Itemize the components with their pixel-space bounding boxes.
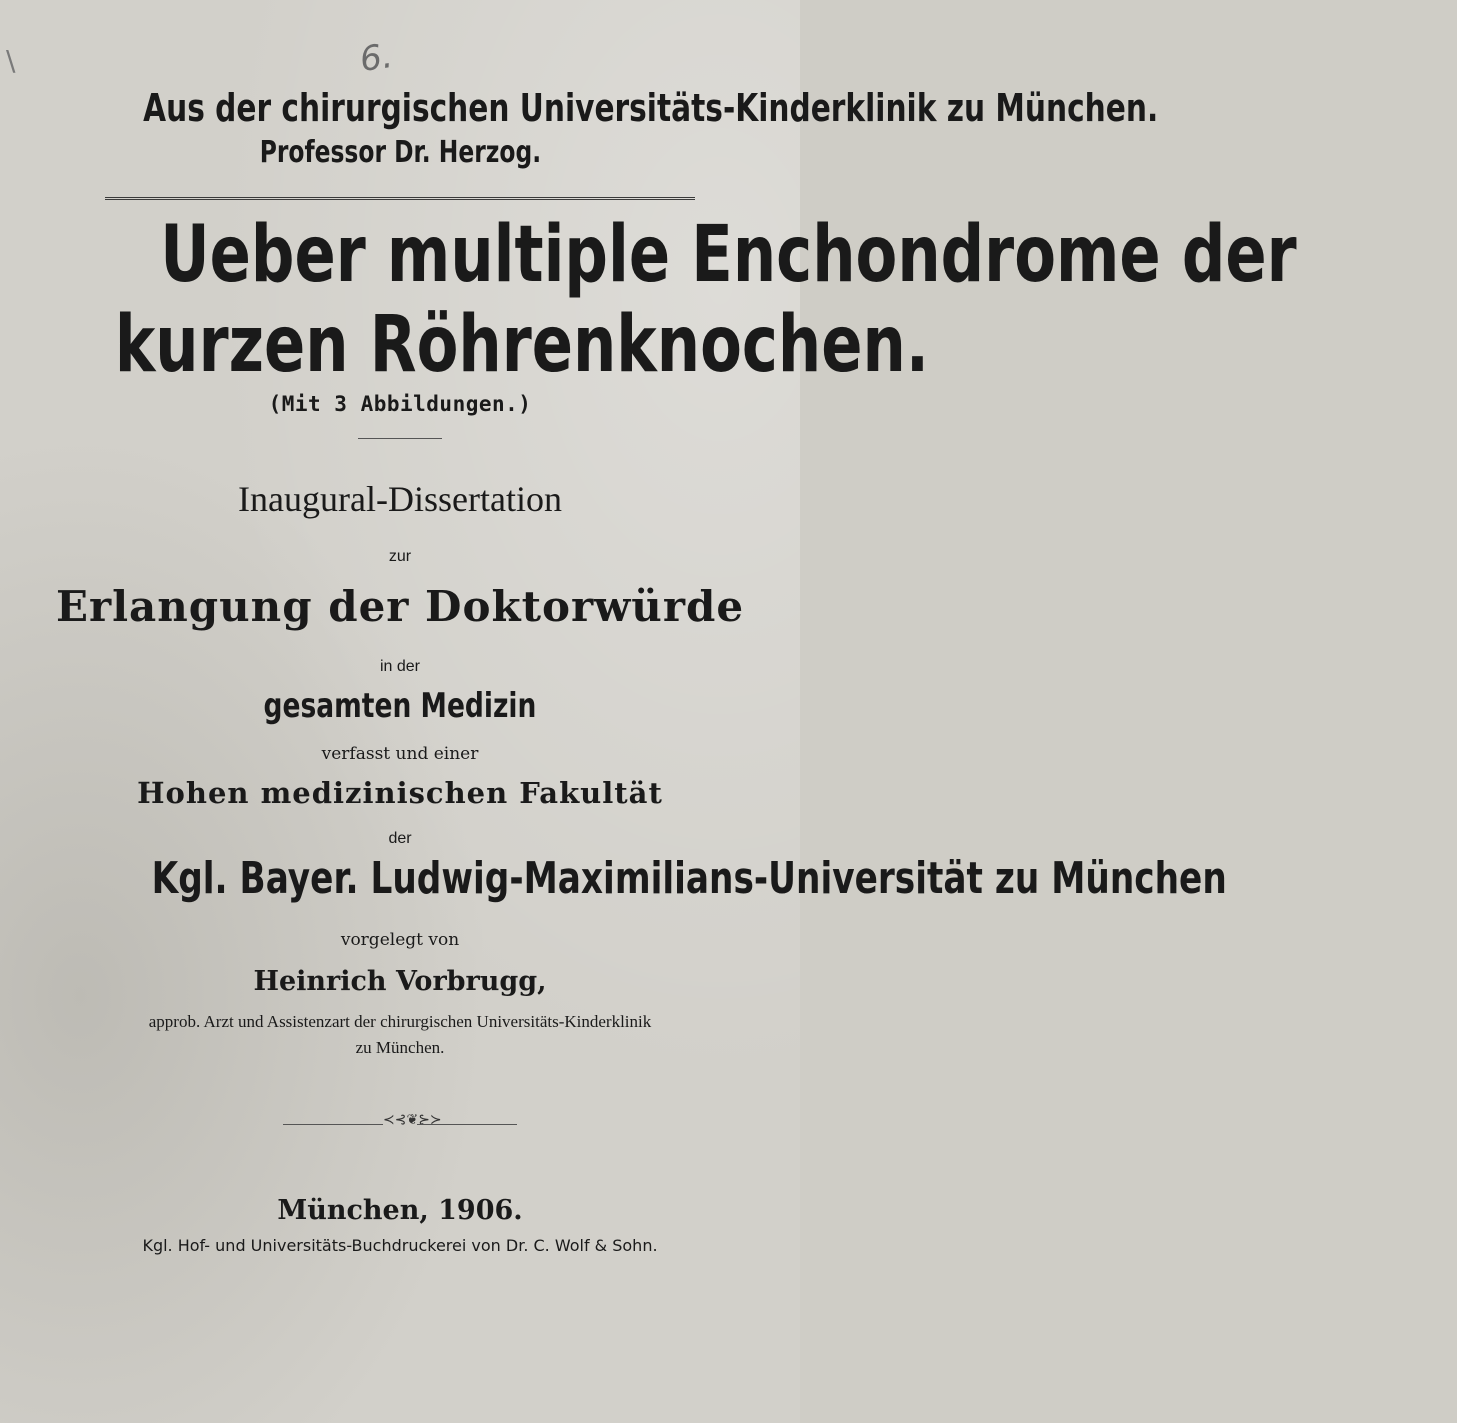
short-divider [358, 438, 442, 439]
ornament-glyph: ≺⊰❦⊱≻ [383, 1112, 442, 1128]
zur-text: zur [388, 548, 412, 565]
doctorate-line: Erlangung der Doktorwürde [55, 582, 745, 631]
clinic-heading [0, 86, 1159, 130]
corner-pencil-mark: \ [6, 44, 16, 77]
faculty-name: Hohen medizinischen Fakultät [137, 776, 663, 810]
main-title-line-2 [0, 300, 929, 390]
professor-heading-text: Professor Dr. Herzog. [259, 135, 541, 170]
header-double-rule [105, 197, 695, 200]
main-title-line-2-text: kurzen Röhrenknochen. [114, 300, 929, 390]
in-der-text: in der [379, 658, 421, 675]
der-text: der [388, 830, 412, 847]
university-name [0, 853, 1227, 904]
illustrations-note: (Mit 3 Abbildungen.) [268, 392, 532, 416]
main-title-line-1-text: Ueber multiple Enchondrome der [160, 210, 1297, 300]
ornament-line-right [417, 1124, 517, 1125]
university-name-text: Kgl. Bayer. Ludwig-Maximilians-Universität zu München [151, 853, 1227, 904]
ornament-line-left [283, 1124, 383, 1125]
clinic-heading-text: Aus der chirurgischen Universitäts-Kinderklinik zu München. [143, 86, 1159, 130]
author-title: approb. Arzt und Assistenzart der chirurgischen Universitäts-Kinderklinik [148, 1012, 652, 1031]
dissertation-label: Inaugural-Dissertation [238, 479, 562, 519]
pencil-number-mark: 6. [357, 35, 396, 81]
publication-place-year: München, 1906. [277, 1195, 523, 1226]
vorgelegt-text: vorgelegt von [340, 930, 460, 950]
verfasst-text: verfasst und einer [321, 744, 479, 764]
author-place: zu München. [355, 1038, 445, 1057]
author-name: Heinrich Vorbrugg, [253, 966, 547, 997]
main-title-line-1 [0, 210, 1297, 300]
professor-heading [0, 135, 800, 170]
faculty-subject [0, 686, 800, 726]
faculty-subject-text: gesamten Medizin [263, 686, 537, 726]
printer-line: Kgl. Hof- und Universitäts-Buchdruckerei von Dr. C. Wolf & Sohn. [142, 1236, 658, 1255]
ornament-divider [283, 1112, 517, 1130]
